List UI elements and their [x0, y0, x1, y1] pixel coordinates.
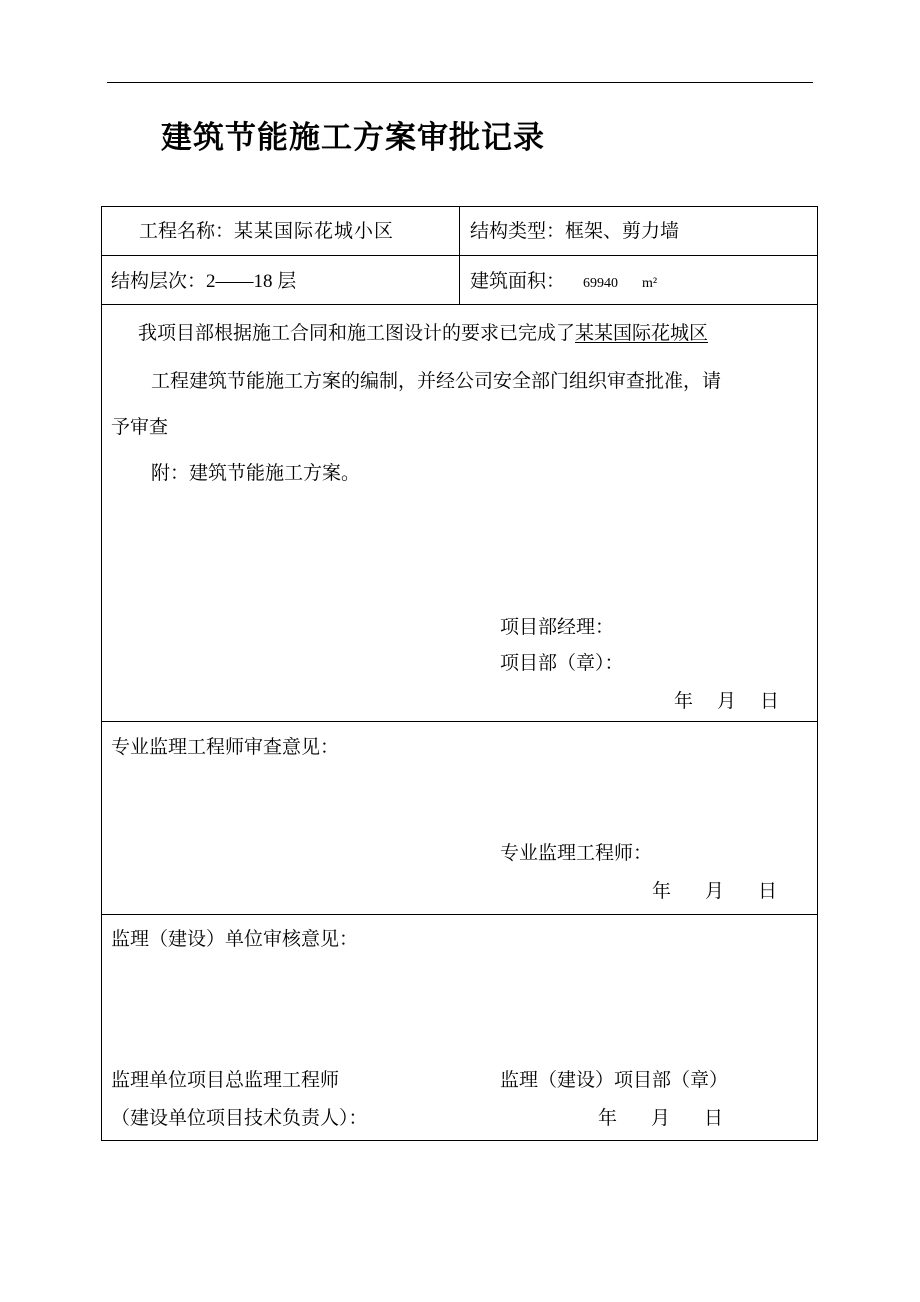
- header-rule: [107, 82, 813, 83]
- project-dept-seal-label: 项目部（章）：: [500, 652, 624, 674]
- owner-tech-lead-label: （建设单位项目技术负责人）：: [111, 1107, 368, 1129]
- project-manager-label: 项目部经理：: [500, 616, 615, 638]
- application-date: [674, 689, 779, 713]
- structure-type-value: 框架、剪力墙: [565, 220, 680, 242]
- application-line-3: 予审查: [111, 416, 169, 438]
- supervisor-date: [652, 879, 777, 903]
- date-day: 日: [704, 1107, 724, 1129]
- area-unit: m²: [642, 276, 658, 291]
- column-divider: [459, 207, 460, 304]
- date-month: 月: [705, 880, 725, 902]
- date-year: 年: [652, 880, 672, 902]
- unit-review-date: [598, 1106, 723, 1130]
- date-month: 月: [651, 1107, 671, 1129]
- supervisor-review-label: 专业监理工程师审查意见：: [111, 736, 340, 758]
- floors-cell: [111, 269, 296, 294]
- row-divider: [102, 304, 817, 305]
- application-line-2: 工程建筑节能施工方案的编制，并经公司安全部门组织审查批准，请: [151, 370, 722, 392]
- floors-label: 结构层次：: [111, 270, 207, 292]
- project-name-value: 某某国际花城小区: [234, 220, 395, 242]
- area-value: 69940: [583, 276, 619, 291]
- floors-value: 2——18 层: [206, 271, 297, 292]
- date-day: 日: [758, 880, 778, 902]
- unit-review-label: 监理（建设）单位审核意见：: [111, 928, 359, 950]
- approval-form: [101, 206, 818, 1141]
- area-label: 建筑面积：: [470, 270, 566, 292]
- chief-supervisor-label: 监理单位项目总监理工程师: [111, 1069, 340, 1091]
- unit-seal-label: 监理（建设）项目部（章）: [500, 1069, 729, 1091]
- page-title: 建筑节能施工方案审批记录: [161, 120, 545, 156]
- area-cell: [470, 269, 657, 296]
- project-name-label: 工程名称：: [139, 220, 235, 242]
- supervisor-signer-label: 专业监理工程师：: [500, 842, 653, 864]
- structure-type-cell: [470, 219, 679, 243]
- row-divider: [102, 914, 817, 915]
- attachment-note: 附：建筑节能施工方案。: [151, 462, 361, 484]
- row-divider: [102, 721, 817, 722]
- application-text: 我项目部根据施工合同和施工图设计的要求已完成了: [138, 322, 576, 344]
- date-year: 年: [674, 690, 694, 712]
- date-day: 日: [760, 690, 780, 712]
- project-name-cell: [139, 219, 394, 243]
- application-line-1: [138, 321, 708, 345]
- structure-type-label: 结构类型：: [470, 220, 566, 242]
- date-year: 年: [598, 1107, 618, 1129]
- application-project-name: 某某国际花城区: [575, 322, 709, 344]
- date-month: 月: [717, 690, 737, 712]
